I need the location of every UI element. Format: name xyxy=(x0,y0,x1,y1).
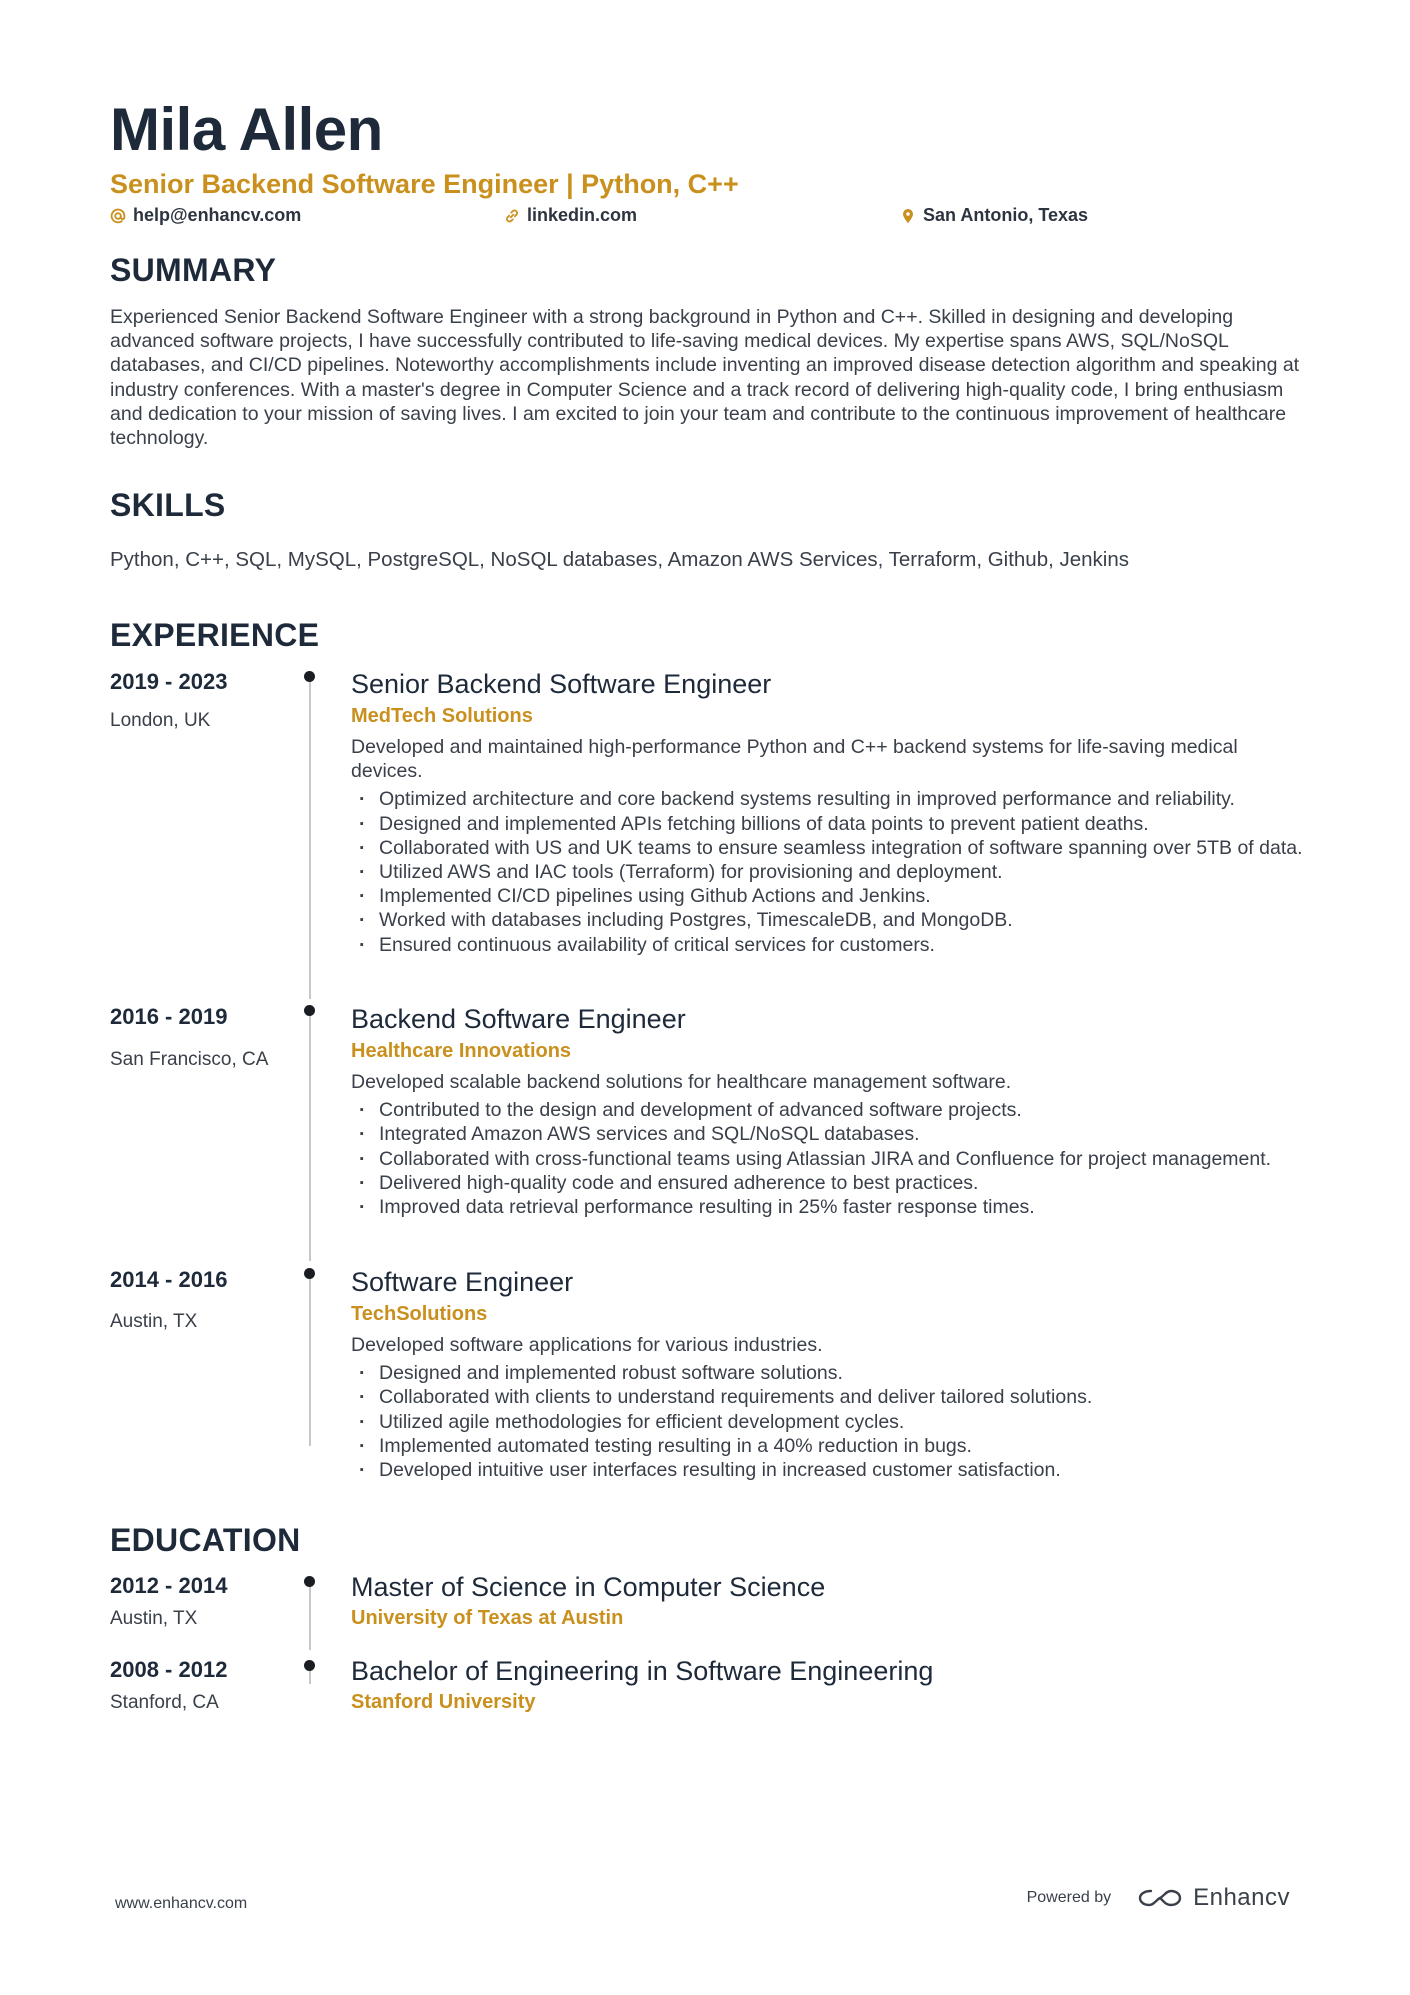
job-company: Healthcare Innovations xyxy=(351,1040,572,1062)
list-item: · Designed and implemented robust software solutions. xyxy=(351,1361,1311,1385)
list-item: · Utilized agile methodologies for efficient development cycles. xyxy=(351,1410,1311,1434)
list-item: · Implemented automated testing resulting in a 40% reduction in bugs. xyxy=(351,1434,1311,1458)
brand-name: Enhancv xyxy=(1193,1884,1290,1911)
link-icon xyxy=(504,208,520,224)
linkedin-text: linkedin.com xyxy=(527,205,638,225)
job-location: Austin, TX xyxy=(110,1311,198,1332)
job-role: Backend Software Engineer xyxy=(351,1004,686,1034)
job-description: Developed software applications for various industries. xyxy=(351,1334,823,1356)
education-heading: EDUCATION xyxy=(110,1522,301,1558)
timeline-line xyxy=(309,1582,311,1650)
contact-row xyxy=(110,205,1310,231)
timeline-dot xyxy=(304,1576,315,1587)
contact-location xyxy=(900,205,1088,226)
list-item: · Ensured continuous availability of critical services for customers. xyxy=(351,933,1311,957)
timeline-line xyxy=(309,1274,311,1446)
education-degree: Bachelor of Engineering in Software Engineering xyxy=(351,1656,934,1686)
timeline-dot xyxy=(304,1268,315,1279)
list-item: · Utilized AWS and IAC tools (Terraform) for provisioning and deployment. xyxy=(351,860,1311,884)
contact-linkedin[interactable] xyxy=(504,205,637,226)
brand-logo[interactable] xyxy=(1137,1884,1290,1912)
job-dates: 2019 - 2023 xyxy=(110,669,228,694)
timeline-dot xyxy=(304,1660,315,1671)
education-dates: 2012 - 2014 xyxy=(110,1573,228,1598)
location-pin-icon xyxy=(900,208,916,224)
job-role: Software Engineer xyxy=(351,1267,574,1297)
job-dates: 2016 - 2019 xyxy=(110,1004,228,1029)
job-description: Developed scalable backend solutions for healthcare management software. xyxy=(351,1071,1012,1093)
list-item: · Developed intuitive user interfaces resulting in increased customer satisfaction. xyxy=(351,1458,1311,1482)
list-item: · Collaborated with clients to understand requirements and deliver tailored solutions. xyxy=(351,1385,1311,1409)
education-school: University of Texas at Austin xyxy=(351,1607,624,1629)
job-company: TechSolutions xyxy=(351,1303,488,1325)
job-location: London, UK xyxy=(110,710,211,731)
job-bullets xyxy=(351,787,1311,956)
job-company: MedTech Solutions xyxy=(351,705,533,727)
job-entry xyxy=(351,1002,1311,1219)
list-item: · Integrated Amazon AWS services and SQL/NoSQL databases. xyxy=(351,1122,1311,1146)
list-item: · Contributed to the design and development of advanced software projects. xyxy=(351,1098,1311,1122)
footer-website[interactable]: www.enhancv.com xyxy=(115,1895,248,1912)
email-text: help@enhancv.com xyxy=(133,205,302,225)
list-item: · Optimized architecture and core backend systems resulting in improved performance and reliability. xyxy=(351,787,1311,811)
timeline-line xyxy=(309,677,311,999)
job-entry xyxy=(351,1265,1311,1482)
skills-heading: SKILLS xyxy=(110,487,226,523)
list-item: · Collaborated with US and UK teams to ensure seamless integration of software spanning over 5TB of data. xyxy=(351,836,1311,860)
resume-header xyxy=(110,95,1310,231)
job-role: Senior Backend Software Engineer xyxy=(351,669,772,699)
timeline-line xyxy=(309,1011,311,1261)
location-text: San Antonio, Texas xyxy=(923,205,1089,225)
list-item: · Worked with databases including Postgres, TimescaleDB, and MongoDB. xyxy=(351,908,1311,932)
education-school: Stanford University xyxy=(351,1691,536,1713)
powered-by-text: Powered by xyxy=(1026,1889,1112,1906)
list-item: · Improved data retrieval performance resulting in 25% faster response times. xyxy=(351,1195,1311,1219)
footer-branding xyxy=(1027,1884,1290,1912)
skills-text: Python, C++, SQL, MySQL, PostgreSQL, NoSQL databases, Amazon AWS Services, Terraform, Github, Jenkins xyxy=(110,548,1130,571)
list-item: · Designed and implemented APIs fetching billions of data points to prevent patient deaths. xyxy=(351,812,1311,836)
list-item: · Delivered high-quality code and ensured adherence to best practices. xyxy=(351,1171,1311,1195)
list-item: · Collaborated with cross-functional teams using Atlassian JIRA and Confluence for project management. xyxy=(351,1147,1311,1171)
timeline-dot xyxy=(304,1005,315,1016)
job-location: San Francisco, CA xyxy=(110,1049,269,1070)
education-entry xyxy=(351,1571,1311,1631)
education-location: Stanford, CA xyxy=(110,1692,219,1713)
candidate-title: Senior Backend Software Engineer | Python, C++ xyxy=(110,169,739,199)
job-dates: 2014 - 2016 xyxy=(110,1267,228,1292)
at-sign-icon xyxy=(110,208,126,224)
enhancv-logo-icon xyxy=(1137,1886,1183,1910)
list-item: · Implemented CI/CD pipelines using Github Actions and Jenkins. xyxy=(351,884,1311,908)
job-bullets xyxy=(351,1098,1311,1219)
job-description: Developed and maintained high-performance Python and C++ backend systems for life-saving medical devices. xyxy=(351,736,1238,783)
experience-heading: EXPERIENCE xyxy=(110,617,320,653)
contact-email[interactable] xyxy=(110,205,301,226)
summary-heading: SUMMARY xyxy=(110,252,277,288)
summary-text: Experienced Senior Backend Software Engineer with a strong background in Python and C++. Skilled in designing and developing advanced software projects, I have successfully contributed to life-saving medical devices. My expertise spans AWS, SQL/NoSQL databases, and CI/CD pipelines. Noteworthy accomplishments include inventing an improved disease detection algorithm and speaking at industry conferences. With a master's degree in Computer Science and a track record of delivering high-quality code, I bring enthusiasm and dedication to your mission of saving lives. I am excited to join your team and contribute to the continuous improvement of healthcare technology. xyxy=(110,306,1300,450)
job-bullets xyxy=(351,1361,1311,1482)
candidate-name: Mila Allen xyxy=(110,96,383,163)
education-degree: Master of Science in Computer Science xyxy=(351,1572,826,1602)
job-entry xyxy=(351,667,1311,957)
timeline-dot xyxy=(304,671,315,682)
education-entry xyxy=(351,1655,1311,1715)
education-location: Austin, TX xyxy=(110,1608,198,1629)
education-dates: 2008 - 2012 xyxy=(110,1657,228,1682)
